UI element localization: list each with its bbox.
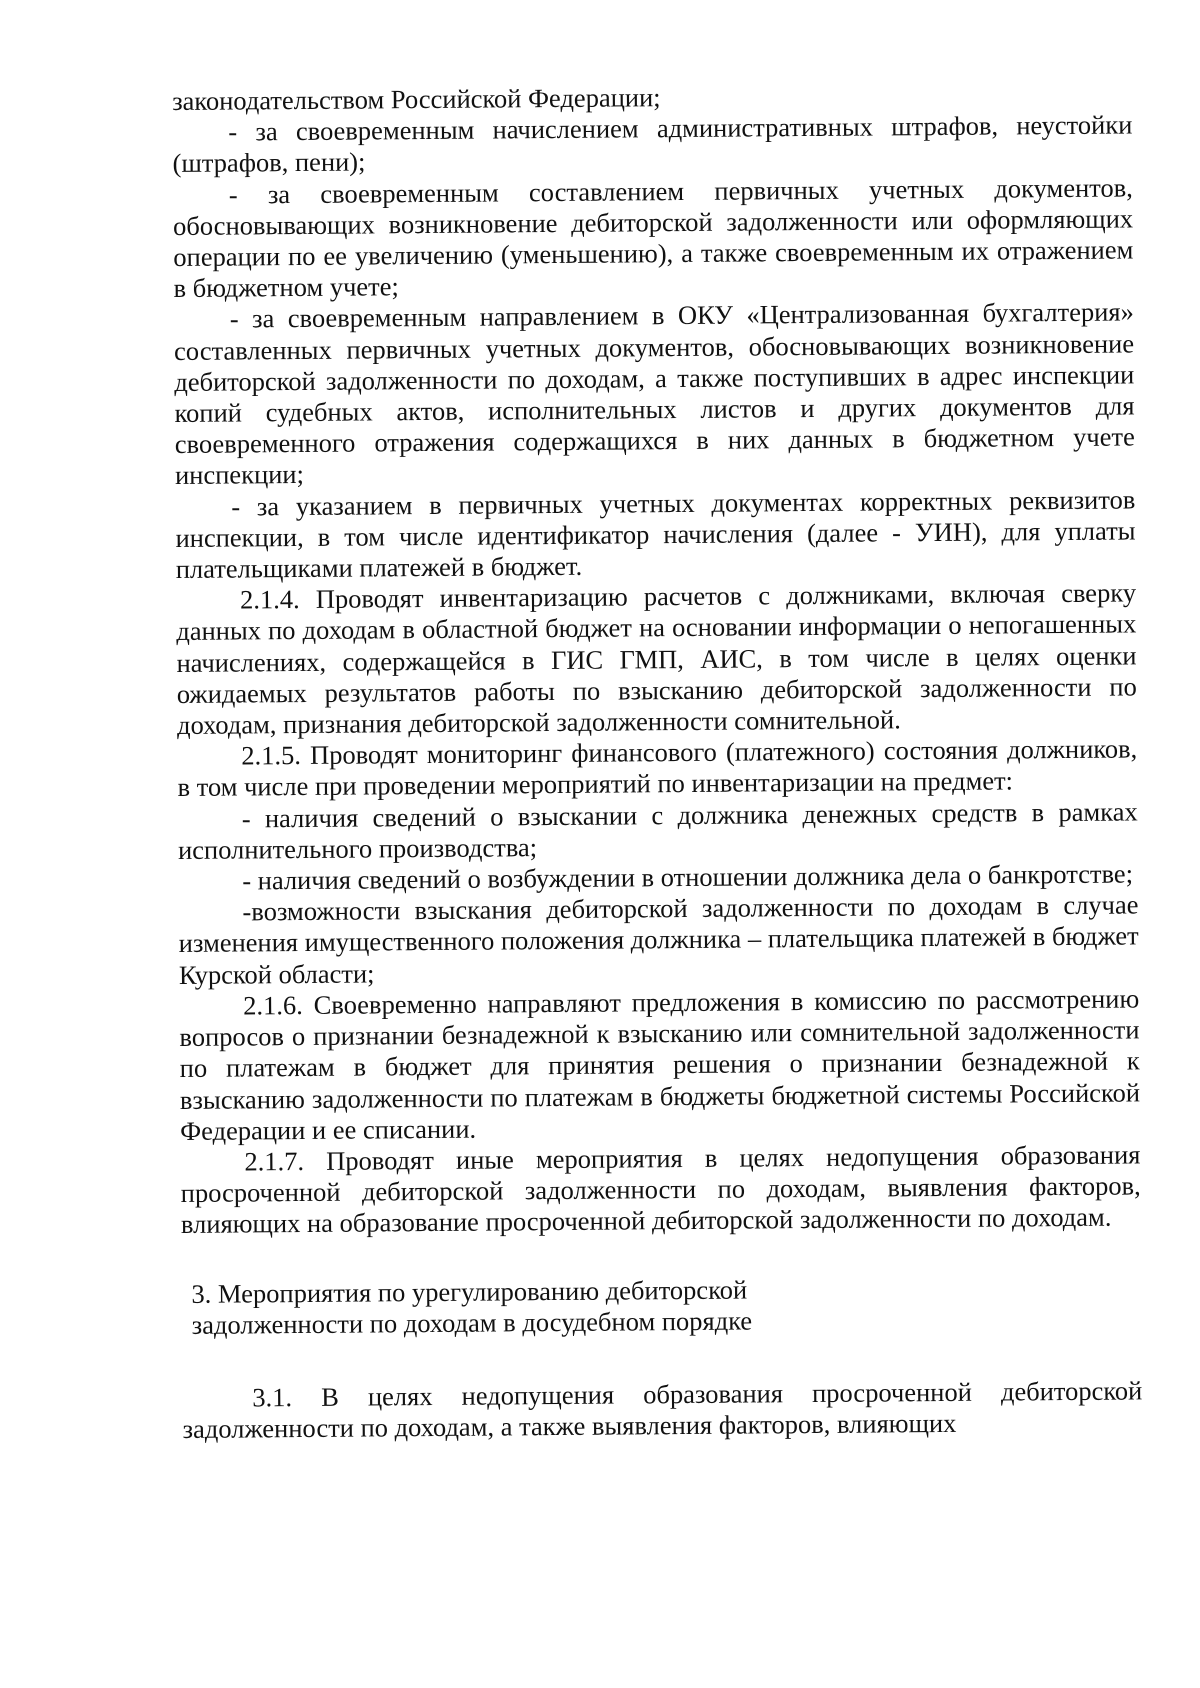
paragraph-fines: - за своевременным начислением административных штрафов, неустойки (штрафов, пени); (172, 109, 1133, 179)
paragraph-enforcement: - наличия сведений о взыскании с должника денежных средств в рамках исполнительного производства; (177, 796, 1138, 865)
paragraph-bankruptcy: - наличия сведений о возбуждении в отношении должника дела о банкротстве; (242, 858, 1134, 896)
paragraph-continuation: законодательством Российской Федерации; (172, 82, 661, 116)
document-text (172, 78, 1143, 1445)
paragraph-3-1: 3.1. В целях недопущения образования просроченной дебиторской задолженности по доходам, а также выявления факторов, влияющих (182, 1375, 1143, 1445)
paragraph-recovery-possibility: -возможности взыскания дебиторской задолженности по доходам в случае изменения имущественного положения должника – плательщика платежей в бюджет Курской области; (178, 889, 1139, 990)
paragraph-centralized-accounting: - за своевременным направлением в ОКУ «Централизованная бухгалтерия» составленных первичных учетных документов, обосновывающих возникновение дебиторской задолженности по доходам, а также поступивших в адрес инспекции копий судебных актов, исполнительных листов и других документов для своевременного отражения содержащихся в них данных в бюджетном учете инспекции; (173, 296, 1135, 491)
paragraph-2-1-7: 2.1.7. Проводят иные мероприятия в целях недопущения образования просроченной дебиторской задолженности по доходам, выявления факторов, влияющих на образование просроченной дебиторской задолженности по доходам. (180, 1139, 1141, 1240)
paragraph-2-1-5: 2.1.5. Проводят мониторинг финансового (платежного) состояния должников, в том числе при проведении мероприятий по инвентаризации на предмет: (177, 733, 1138, 803)
section-heading (181, 1271, 1141, 1341)
paragraph-2-1-4: 2.1.4. Проводят инвентаризацию расчетов с должниками, включая сверку данных по доходам в областной бюджет на основании информации о непогашенных начислениях, содержащейся в ГИС ГМП, АИС, в том числе в целях оценки ожидаемых результатов работы по взысканию дебиторской задолженности по доходам, признания дебиторской задолженности сомнительной. (176, 577, 1137, 741)
section-heading-line-1: 3. Мероприятия по урегулированию дебиторской (191, 1274, 748, 1309)
paragraph-uin: - за указанием в первичных учетных документах корректных реквизитов инспекции, в том числе идентификатор начисления (далее - УИН), для уплаты плательщиками платежей в бюджет. (175, 484, 1136, 585)
paragraph-2-1-6: 2.1.6. Своевременно направляют предложения в комиссию по рассмотрению вопросов о признании безнадежной к взысканию или сомнительной задолженности по платежам в бюджет для принятия решения о признании безнадежной к взысканию задолженности по платежам в бюджеты бюджетной системы Российской Федерации и ее списании. (179, 983, 1141, 1146)
paragraph-primary-documents: - за своевременным составлением первичных учетных документов, обосновывающих возникновение дебиторской задолженности или оформляющих операции по ее увеличению (уменьшению), а также своевременным их отражением в бюджетном учете; (172, 172, 1134, 304)
section-heading-line-2: задолженности по доходам в досудебном порядке (191, 1305, 753, 1340)
